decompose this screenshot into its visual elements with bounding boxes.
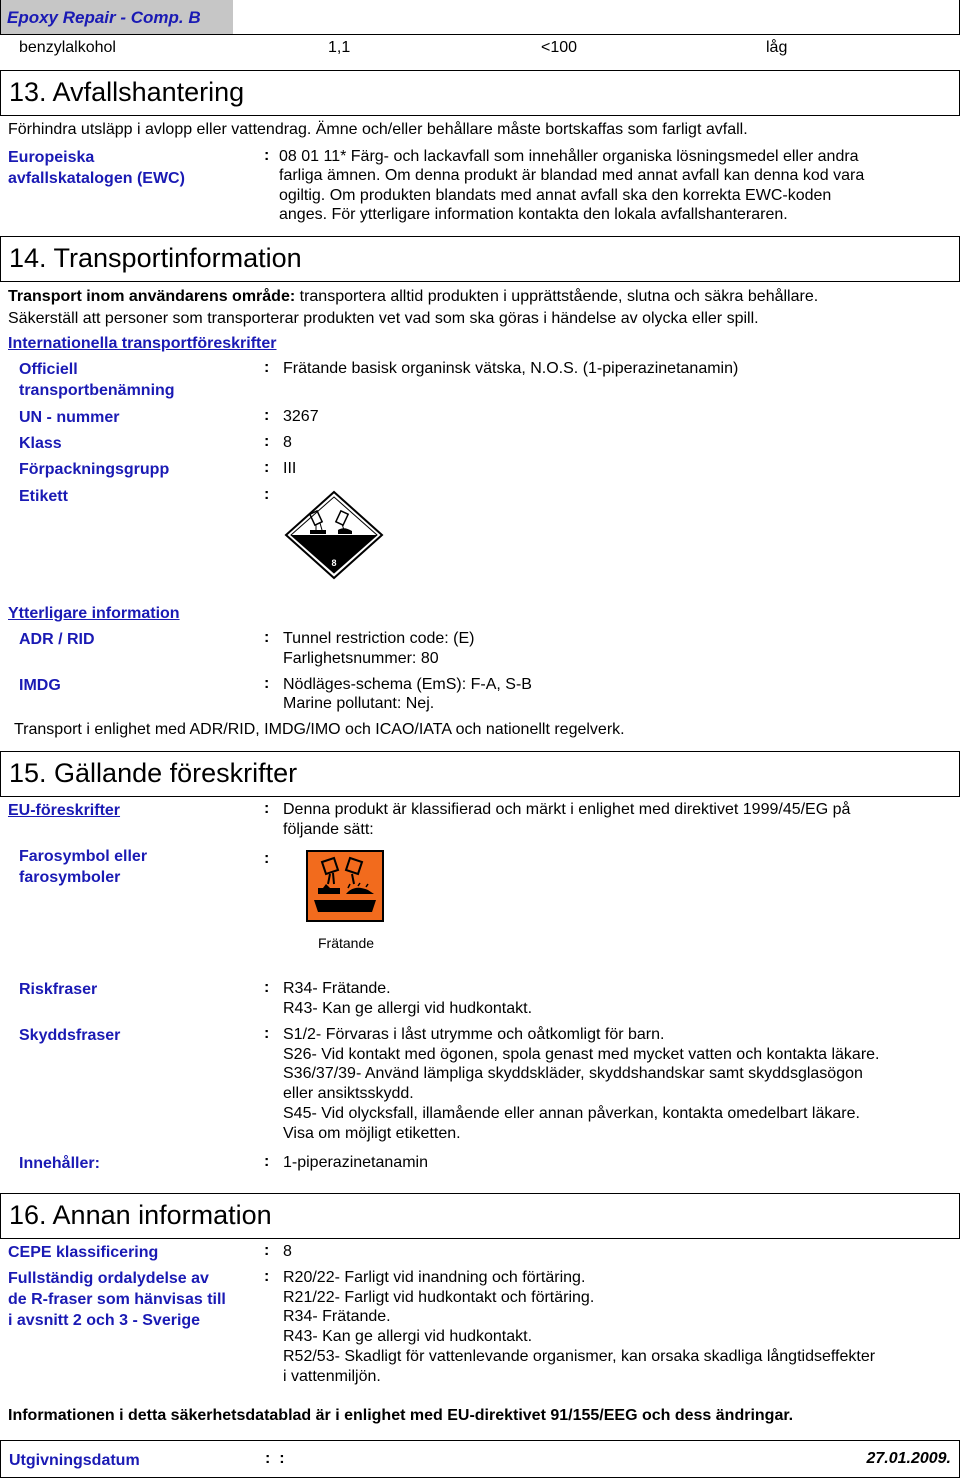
more-info-heading: Ytterligare information bbox=[8, 605, 180, 622]
contains-value: 1-piperazinetanamin bbox=[283, 1154, 428, 1171]
hazard-symbol-colon: : bbox=[264, 850, 270, 867]
full-text-phrase-6: i vattenmiljön. bbox=[283, 1368, 381, 1385]
section-13-title: 13. Avfallshantering bbox=[9, 77, 245, 107]
full-text-phrase-5: R52/53- Skadligt för vattenlevande organismer, kan orsaka skadliga långtidseffekter bbox=[283, 1348, 876, 1365]
label-number: 8 bbox=[331, 558, 337, 568]
un-number-value: 3267 bbox=[283, 408, 319, 425]
risk-phrase-2: R43- Kan ge allergi vid hudkontakt. bbox=[283, 1000, 533, 1017]
safety-phrase-3: S36/37/39- Använd lämpliga skyddskläder, skyddshandskar samt skyddsglasögon bbox=[283, 1065, 863, 1082]
official-name-label-2: transportbenämning bbox=[19, 382, 175, 399]
safety-phrase-5: S45- Vid olycksfall, illamående eller annan påverkan, kontakta omedelbart läkare. bbox=[283, 1105, 860, 1122]
packing-group-value: III bbox=[283, 460, 297, 477]
imdg-value-2: Marine pollutant: Nej. bbox=[283, 695, 435, 712]
section-14-header bbox=[0, 236, 960, 282]
risk-phrases-label: Riskfraser bbox=[19, 981, 98, 998]
safety-phrase-2: S26- Vid kontakt med ögonen, spola genast med mycket vatten och kontakta läkare. bbox=[283, 1046, 880, 1063]
document-header bbox=[0, 0, 960, 35]
intl-transport-heading: Internationella transportföreskrifter bbox=[8, 335, 277, 352]
transport-regulation-note: Transport i enlighet med ADR/RID, IMDG/IMO och ICAO/IATA och nationellt regelverk. bbox=[14, 721, 625, 738]
hazard-symbol-label-1: Farosymbol eller bbox=[19, 848, 148, 865]
section-14-title: 14. Transportinformation bbox=[9, 243, 302, 273]
user-transport-text: transportera alltid produkten i upprättstående, slutna och säkra behållare. bbox=[295, 288, 819, 305]
eu-regulations-text-1: Denna produkt är klassifierad och märkt i enlighet med direktivet 1999/45/EG på bbox=[283, 801, 851, 818]
issue-date-colons: : : bbox=[265, 1450, 285, 1467]
substance-level: låg bbox=[766, 39, 788, 56]
full-text-phrase-2: R21/22- Farligt vid hudkontakt och förtäring. bbox=[283, 1289, 595, 1306]
ewc-text-3: ogiltig. Om produkten blandats med annat avfall ska den korrekta EWC-koden bbox=[279, 187, 832, 204]
full-text-phrase-3: R34- Frätande. bbox=[283, 1308, 391, 1325]
issue-date-label: Utgivningsdatum bbox=[9, 1452, 140, 1469]
ewc-text-1: 08 01 11* Färg- och lackavfall som innehåller organiska lösningsmedel eller andra bbox=[279, 148, 859, 165]
etikett-label: Etikett bbox=[19, 488, 68, 505]
safety-phrases-label: Skyddsfraser bbox=[19, 1027, 121, 1044]
hazard-symbol-caption: Frätande bbox=[318, 935, 375, 951]
adr-rid-value-1: Tunnel restriction code: (E) bbox=[283, 630, 475, 647]
official-name-label-1: Officiell bbox=[19, 361, 78, 378]
safety-phrase-1: S1/2- Förvaras i låst utrymme och oåtkomligt för barn. bbox=[283, 1026, 665, 1043]
un-number-label: UN - nummer bbox=[19, 409, 120, 426]
section-15-header bbox=[0, 751, 960, 797]
full-text-label-3: i avsnitt 2 och 3 - Sverige bbox=[8, 1312, 201, 1329]
safety-phrase-4: eller ansiktsskydd. bbox=[283, 1085, 414, 1102]
eu-regulations-colon: : bbox=[264, 800, 270, 817]
section-16-title: 16. Annan information bbox=[9, 1200, 272, 1230]
section-13-header bbox=[0, 70, 960, 116]
ewc-colon: : bbox=[264, 147, 270, 164]
ewc-text-2: farliga ämnen. Om denna produkt är blandad med annat avfall kan denna kod vara bbox=[279, 167, 865, 184]
ewc-label-2: avfallskatalogen (EWC) bbox=[8, 170, 185, 187]
full-text-label-2: de R-fraser som hänvisas till bbox=[8, 1291, 226, 1308]
official-name-colon: : bbox=[264, 359, 270, 376]
imdg-value-1: Nödläges-schema (EmS): F-A, S-B bbox=[283, 676, 532, 693]
issue-date-value: 27.01.2009. bbox=[866, 1450, 951, 1467]
cepe-value: 8 bbox=[283, 1243, 292, 1260]
corrosive-hazard-symbol-icon bbox=[306, 850, 384, 922]
adr-rid-label: ADR / RID bbox=[19, 631, 95, 648]
ewc-label-1: Europeiska bbox=[8, 149, 95, 166]
cepe-colon: : bbox=[264, 1242, 270, 1259]
un-number-colon: : bbox=[264, 407, 270, 424]
class-label: Klass bbox=[19, 435, 62, 452]
ewc-text-4: anges. För ytterligare information kontakta den lokala avfallshanteraren. bbox=[279, 206, 788, 223]
class-value: 8 bbox=[283, 434, 292, 451]
full-text-phrase-4: R43- Kan ge allergi vid hudkontakt. bbox=[283, 1328, 533, 1345]
corrosive-transport-label-icon bbox=[282, 490, 386, 580]
adr-rid-value-2: Farlighetsnummer: 80 bbox=[283, 650, 439, 667]
contains-label: Innehåller: bbox=[19, 1155, 100, 1172]
full-text-colon: : bbox=[264, 1268, 270, 1285]
packing-group-label: Förpackningsgrupp bbox=[19, 461, 170, 478]
document-footer bbox=[0, 1440, 960, 1478]
class-colon: : bbox=[264, 433, 270, 450]
full-text-label-1: Fullständig ordalydelse av bbox=[8, 1270, 209, 1287]
cepe-label: CEPE klassificering bbox=[8, 1244, 159, 1261]
user-transport-line bbox=[8, 287, 818, 307]
imdg-colon: : bbox=[264, 675, 270, 692]
etikett-colon: : bbox=[264, 486, 270, 503]
section-16-header bbox=[0, 1193, 960, 1239]
safety-phrases-colon: : bbox=[264, 1025, 270, 1042]
adr-rid-colon: : bbox=[264, 629, 270, 646]
document-title: Epoxy Repair - Comp. B bbox=[7, 8, 201, 27]
eu-regulations-label: EU-föreskrifter bbox=[8, 802, 121, 819]
contains-colon: : bbox=[264, 1153, 270, 1170]
directive-statement: Informationen i detta säkerhetsdatablad är i enlighet med EU-direktivet 91/155/EEG och dess ändringar. bbox=[8, 1407, 794, 1424]
section-15-title: 15. Gällande föreskrifter bbox=[9, 758, 298, 788]
risk-phrases-colon: : bbox=[264, 979, 270, 996]
substance-name: benzylalkohol bbox=[19, 39, 116, 56]
full-text-phrase-1: R20/22- Farligt vid inandning och förtäring. bbox=[283, 1269, 586, 1286]
eu-regulations-text-2: följande sätt: bbox=[283, 821, 374, 838]
waste-intro: Förhindra utsläpp i avlopp eller vattendrag. Ämne och/eller behållare måste bortskaffas som farligt avfall. bbox=[8, 121, 748, 138]
substance-value: 1,1 bbox=[328, 39, 351, 56]
user-transport-label: Transport inom användarens område: bbox=[8, 288, 296, 305]
safety-phrase-6: Visa om möjligt etiketten. bbox=[283, 1125, 461, 1142]
imdg-label: IMDG bbox=[19, 677, 61, 694]
official-name-value: Frätande basisk organinsk vätska, N.O.S. (1-piperazinetanamin) bbox=[283, 360, 739, 377]
risk-phrase-1: R34- Frätande. bbox=[283, 980, 391, 997]
user-transport-text-2: Säkerställ att personer som transporterar produkten vet vad som ska göras i händelse av olycka eller spill. bbox=[8, 310, 759, 327]
substance-limit: <100 bbox=[541, 39, 578, 56]
hazard-symbol-label-2: farosymboler bbox=[19, 869, 121, 886]
packing-group-colon: : bbox=[264, 459, 270, 476]
